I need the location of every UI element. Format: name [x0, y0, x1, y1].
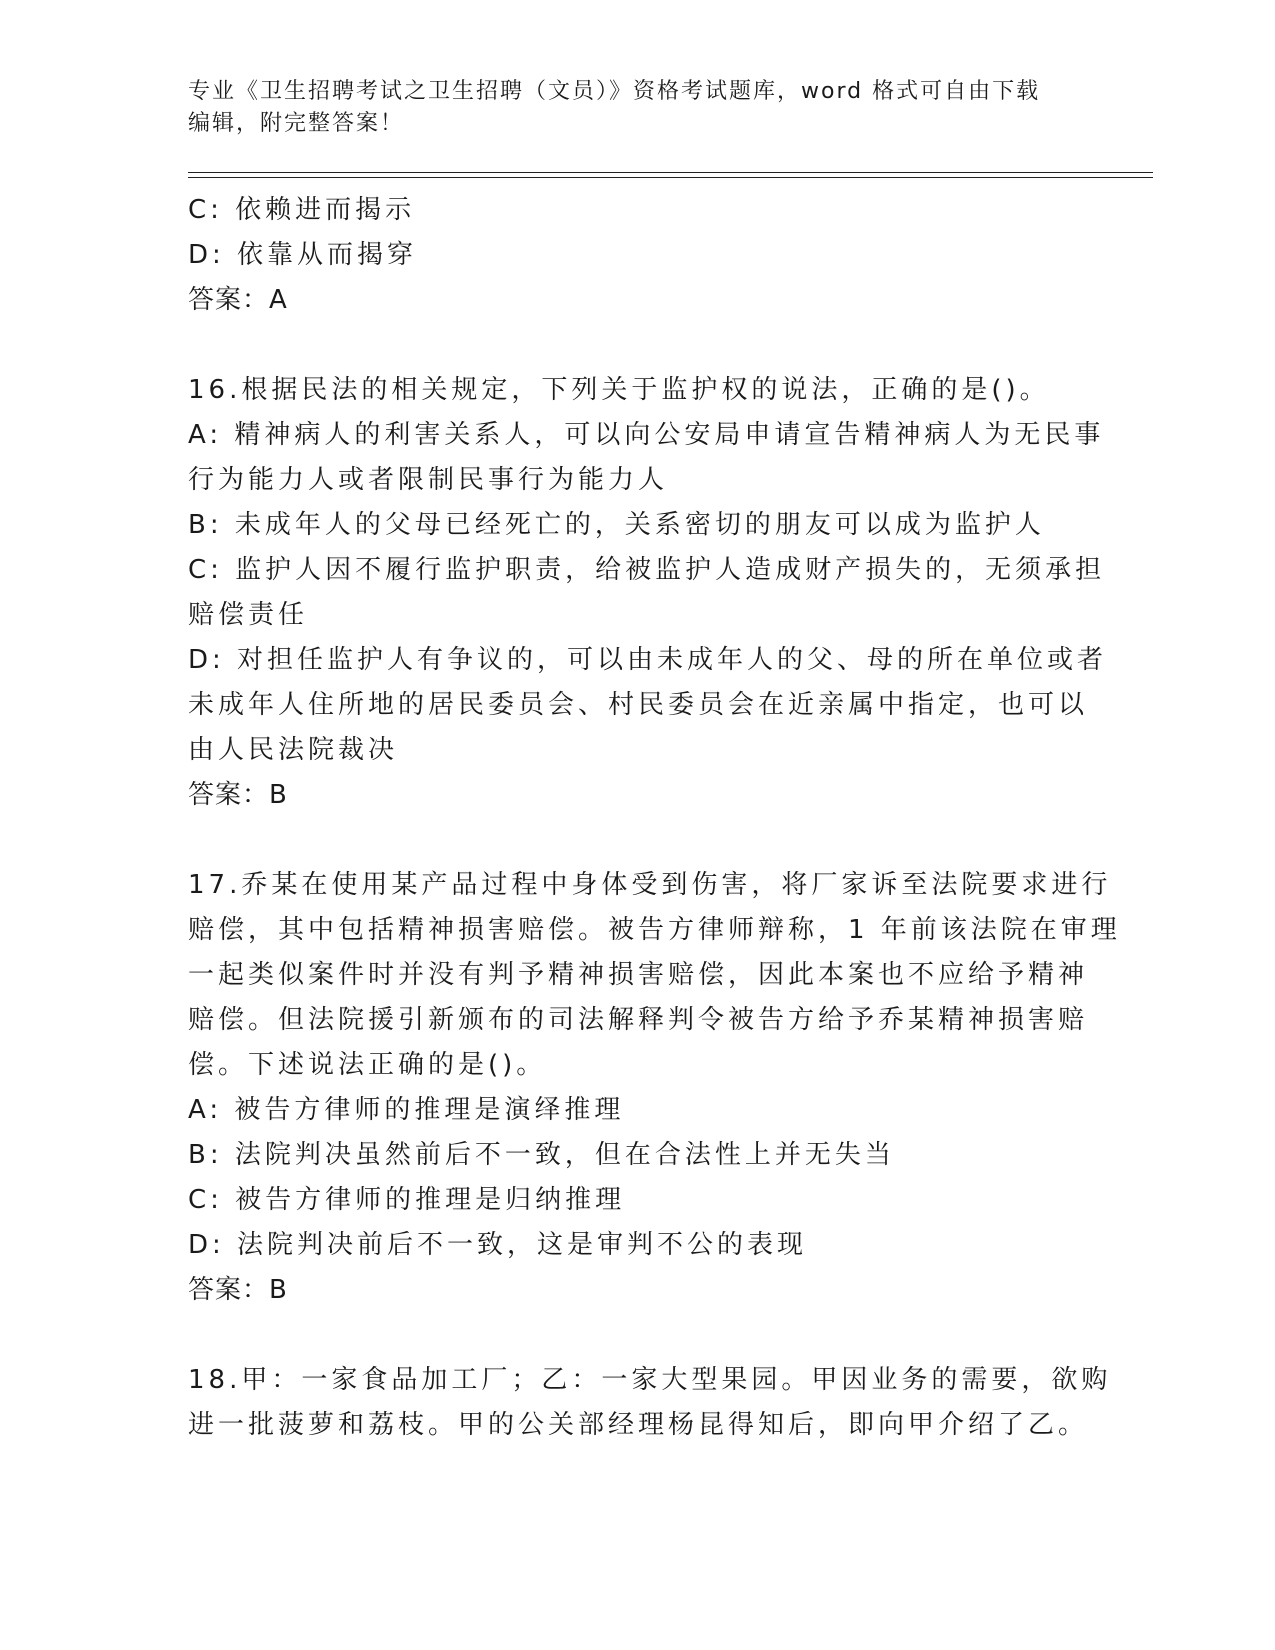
q17-option-d: D: 法院判决前后不一致，这是审判不公的表现 — [188, 1230, 808, 1260]
q16-option-b: B: 未成年人的父母已经死亡的，关系密切的朋友可以成为监护人 — [188, 510, 1045, 540]
header-rule-bottom — [188, 177, 1153, 178]
header-rule-top — [188, 172, 1153, 173]
q16-option-a-line-2: 行为能力人或者限制民事行为能力人 — [188, 465, 669, 495]
q18-question-line-1: 18.甲：一家食品加工厂；乙：一家大型果园。甲因业务的需要，欲购 — [188, 1365, 1112, 1395]
q17-question-line-5: 偿。下述说法正确的是()。 — [188, 1050, 547, 1080]
q16-answer: 答案：B — [188, 780, 288, 810]
question-16 — [188, 368, 1108, 818]
q16-option-d-line-1: D: 对担任监护人有争议的，可以由未成年人的父、母的所在单位或者 — [188, 645, 1108, 675]
q17-answer: 答案：B — [188, 1275, 288, 1305]
q16-option-c-line-1: C: 监护人因不履行监护职责，给被监护人造成财产损失的，无须承担 — [188, 555, 1106, 585]
q17-question-line-2: 赔偿，其中包括精神损害赔偿。被告方律师辩称，1 年前该法院在审理 — [188, 915, 1121, 945]
question-18 — [188, 1358, 1112, 1448]
q17-option-a: A: 被告方律师的推理是演绎推理 — [188, 1095, 625, 1125]
document-body — [188, 188, 1121, 1448]
header-line-1: 专业《卫生招聘考试之卫生招聘（文员）》资格考试题库，word 格式可自由下载 — [188, 79, 1041, 104]
document-header — [188, 76, 1088, 140]
q17-question-line-1: 17.乔某在使用某产品过程中身体受到伤害，将厂家诉至法院要求进行 — [188, 870, 1112, 900]
q18-question-line-2: 进一批菠萝和荔枝。甲的公关部经理杨昆得知后，即向甲介绍了乙。 — [188, 1410, 1089, 1440]
header-line-2: 编辑，附完整答案！ — [188, 111, 405, 136]
q15-option-d: D: 依靠从而揭穿 — [188, 240, 418, 270]
q16-option-c-line-2: 赔偿责任 — [188, 600, 309, 630]
q16-question: 16.根据民法的相关规定，下列关于监护权的说法，正确的是()。 — [188, 375, 1050, 405]
question-15-tail — [188, 188, 1088, 323]
q17-option-b: B: 法院判决虽然前后不一致，但在合法性上并无失当 — [188, 1140, 895, 1170]
spacer — [188, 323, 1088, 368]
q16-option-d-line-2: 未成年人住所地的居民委员会、村民委员会在近亲属中指定，也可以 — [188, 690, 1089, 720]
q17-question-line-3: 一起类似案件时并没有判予精神损害赔偿，因此本案也不应给予精神 — [188, 960, 1089, 990]
spacer — [188, 818, 1088, 863]
question-17 — [188, 863, 1121, 1313]
q17-question-line-4: 赔偿。但法院援引新颁布的司法解释判令被告方给予乔某精神损害赔 — [188, 1005, 1089, 1035]
q15-option-c: C: 依赖进而揭示 — [188, 195, 416, 225]
q16-option-a-line-1: A: 精神病人的利害关系人，可以向公安局申请宣告精神病人为无民事 — [188, 420, 1105, 450]
q15-answer: 答案：A — [188, 285, 288, 315]
spacer — [188, 1313, 1088, 1358]
q17-option-c: C: 被告方律师的推理是归纳推理 — [188, 1185, 626, 1215]
q16-option-d-line-3: 由人民法院裁决 — [188, 735, 399, 765]
